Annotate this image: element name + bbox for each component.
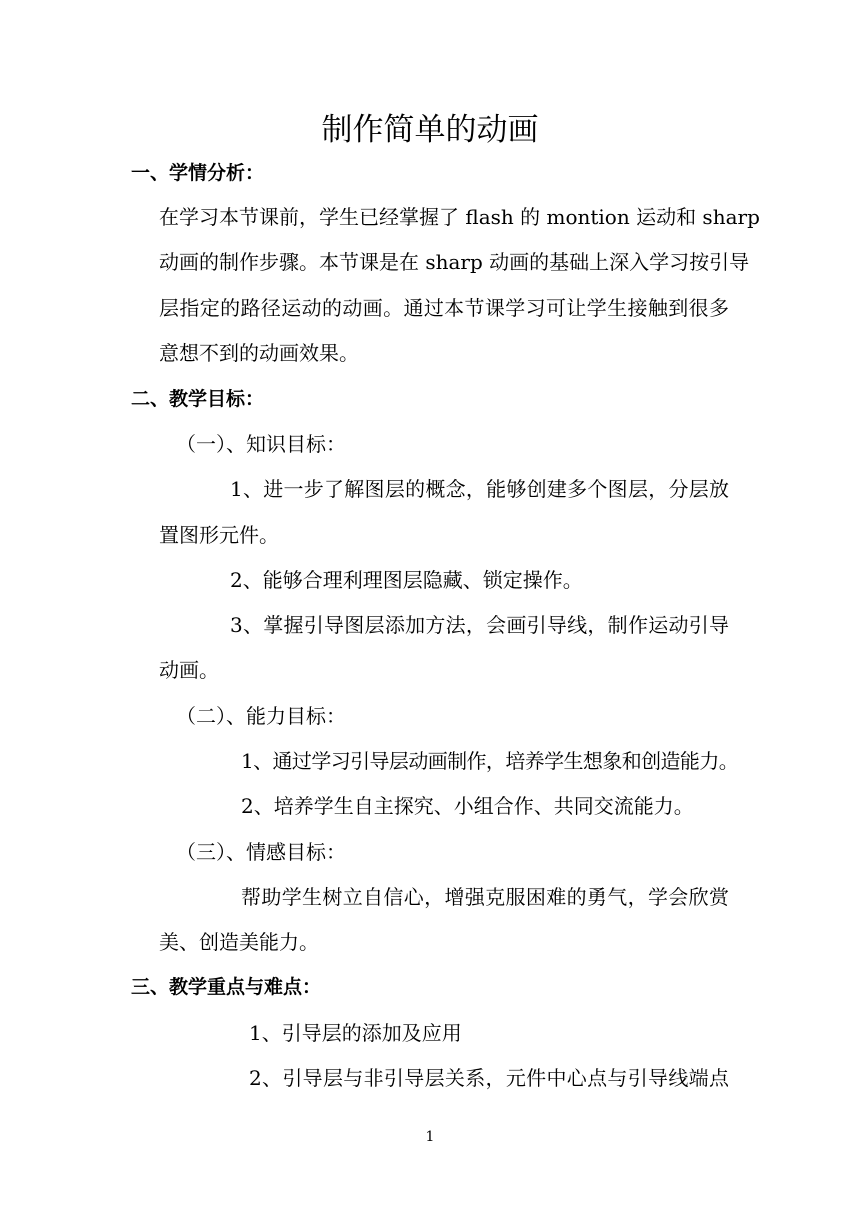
paragraph-line: 3、掌握引导图层添加方法，会画引导线，制作运动引导 bbox=[230, 613, 729, 637]
paragraph-line: 1、进一步了解图层的概念，能够创建多个图层，分层放 bbox=[230, 477, 729, 501]
subheading-knowledge-goals: （一）、知识目标： bbox=[176, 432, 346, 456]
paragraph-line: 美、创造美能力。 bbox=[159, 930, 319, 954]
section-heading-teaching-goals: 二、教学目标： bbox=[131, 388, 265, 410]
paragraph-line: 意想不到的动画效果。 bbox=[159, 341, 359, 365]
paragraph-line: 2、引导层与非引导层关系，元件中心点与引导线端点 bbox=[249, 1066, 729, 1090]
paragraph-line: 在学习本节课前，学生已经掌握了 flash 的 montion 运动和 sharp bbox=[159, 205, 760, 229]
paragraph-line: 1、引导层的添加及应用 bbox=[249, 1021, 462, 1045]
paragraph-line: 层指定的路径运动的动画。通过本节课学习可让学生接触到很多 bbox=[159, 296, 729, 320]
paragraph-line: 动画。 bbox=[159, 658, 219, 682]
section-heading-learning-analysis: 一、学情分析： bbox=[131, 162, 265, 184]
document-title: 制作简单的动画 bbox=[321, 112, 539, 148]
paragraph-line: 动画的制作步骤。本节课是在 sharp 动画的基础上深入学习按引导 bbox=[159, 250, 750, 274]
subheading-ability-goals: （二）、能力目标： bbox=[176, 704, 346, 728]
section-heading-key-points: 三、教学重点与难点： bbox=[131, 976, 322, 998]
paragraph-line: 2、培养学生自主探究、小组合作、共同交流能力。 bbox=[241, 794, 694, 818]
paragraph-line: 2、能够合理利理图层隐藏、锁定操作。 bbox=[230, 568, 583, 592]
paragraph-line: 帮助学生树立自信心，增强克服困难的勇气，学会欣赏 bbox=[241, 885, 729, 909]
page-number: 1 bbox=[425, 1129, 435, 1145]
paragraph-line: 置图形元件。 bbox=[159, 523, 279, 547]
paragraph-line: 1、通过学习引导层动画制作，培养学生想象和创造能力。 bbox=[241, 749, 739, 773]
subheading-emotion-goals: （三）、情感目标： bbox=[176, 840, 346, 864]
